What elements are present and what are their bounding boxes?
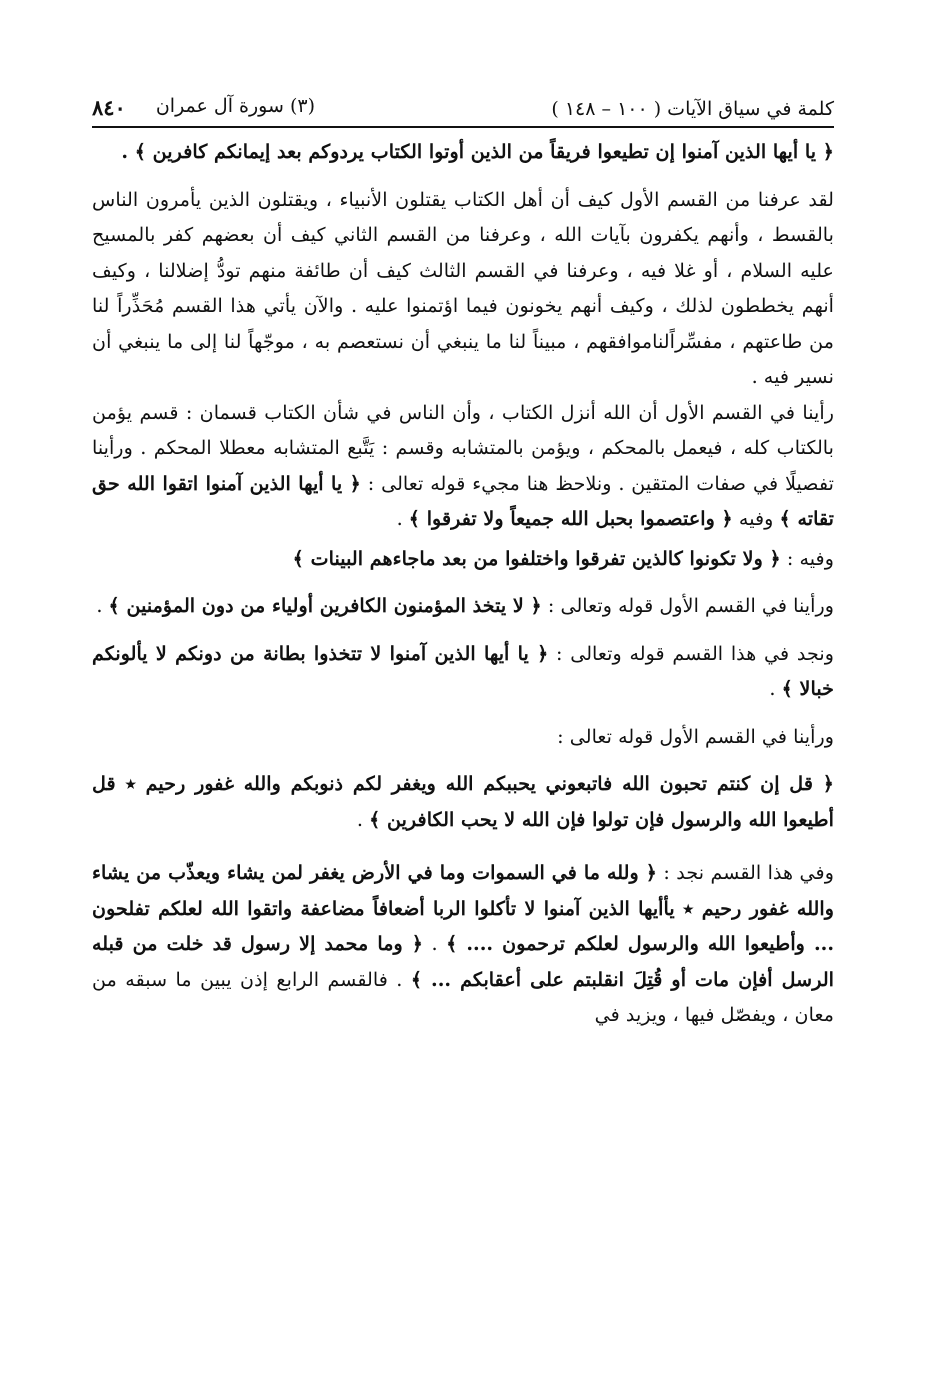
paragraph-6-verse: ﴿ يا أيها الذين آمنوا لا تتخذوا بطانة من دونكم لا يألونكم خبالا ﴾ [92, 641, 834, 700]
paragraph-9-verse-1: ﴿ ولله ما في السموات وما في الأرض يغفر لمن يشاء ويعذّب من يشاء والله غفور رحيم ٭ يأأيها الذين آمنوا لا تأكلوا الربا أضعافاً مضاعفة واتقوا الله لعلكم تفلحون ... وأطيعوا الله والرسول لعلكم ترحمون .... ﴾ [92, 861, 834, 955]
header-left [92, 95, 315, 120]
paragraph-9-lead: وفي هذا القسم نجد : [663, 861, 834, 884]
paragraph-8-end: . [356, 807, 363, 831]
paragraph-9-verse-2: ﴿ وما محمد إلا رسول قد خلت من قبله الرسل أفإن مات أو قُتِلَ انقلبتم على أعقابكم ... ﴾ [92, 932, 834, 991]
paragraph-2: لقد عرفنا من القسم الأول كيف أن أهل الكتاب يقتلون الأنبياء ، ويقتلون الذين يأمرون الناس بالقسط ، وأنهم يكفرون بآيات الله ، وعرفنا من القسم الثاني كيف أن بعضهم كفر بالمسيح عليه السلام ، أو غلا فيه ، وعرفنا في القسم الثالث كيف أن طائفة منهم تودُّ إضلالنا ، وكيف أنهم يخططون لذلك ، وكيف أنهم يخونون فيما اؤتمنوا عليه . والآن يأتي هذا القسم مُحَذِّراً لنا من طاعتهم ، مفسِّراًلناموافقهم ، مبيناً لنا ما ينبغي أن نستعصم به ، موجّهاً لنا إلى ما ينبغي أن نسير فيه . [92, 187, 834, 388]
paragraph-6-end: . [769, 677, 776, 700]
paragraph-7: ورأينا في القسم الأول قوله تعالى : [557, 724, 834, 748]
paragraph-4-verse: ﴿ ولا تكونوا كالذين تفرقوا واختلفوا من بعد ماجاءهم البينات ﴾ [292, 546, 781, 570]
page-number: ٨٤٠ [92, 95, 126, 120]
paragraph-4-lead: وفيه : [786, 546, 834, 570]
paragraph-3-mid: وفيه [738, 507, 774, 530]
paragraph-6 [92, 636, 834, 707]
paragraph-4 [92, 541, 834, 577]
paragraph-3-text: رأينا في القسم الأول أن الله أنزل الكتاب ، وأن الناس في شأن الكتاب قسمان : قسم يؤمن بالكتاب كله ، فيعمل بالمحكم ، ويؤمن بالمتشابه وقسم : يَتَّبع المتشابه معطلا المحكم . ورأينا تفصيلًا في صفات المتقين . ونلاحظ هنا مجيء قوله تعالى : [92, 400, 834, 495]
page-header [92, 80, 834, 128]
paragraph-5-lead: ورأينا في القسم الأول قوله وتعالى : [547, 594, 834, 617]
section-title: كلمة في سياق الآيات ( ١٠٠ – ١٤٨ ) [551, 98, 834, 120]
paragraph-9-end: . فالقسم الرابع إذن يبين ما سبقه من معان ، ويفصّل فيها ، ويزيد في [92, 967, 834, 1026]
chapter-title: (٣) سورة آل عمران [155, 95, 316, 117]
paragraph-5 [92, 588, 834, 624]
paragraph-3-end: . [396, 507, 403, 530]
paragraph-5-end: . [96, 594, 103, 617]
paragraph-6-lead: ونجد في هذا القسم قوله وتعالى : [556, 641, 834, 665]
page [92, 80, 834, 1392]
paragraph-3-verse-1: ﴿ يا أيها الذين آمنوا اتقوا الله حق تقاته ﴾ [92, 471, 834, 530]
paragraph-3 [92, 395, 834, 537]
verse-paragraph-1: ﴿ يا أيها الذين آمنوا إن تطيعوا فريقاً من الذين أوتوا الكتاب يردوكم بعد إيمانكم كافرين ﴾ . [121, 140, 834, 163]
paragraph-9-mid: . [431, 932, 438, 955]
header-right [551, 98, 834, 120]
paragraph-9 [92, 855, 834, 1033]
paragraph-3-verse-2: ﴿ واعتصموا بحبل الله جميعاً ولا تفرقوا ﴾ [408, 507, 733, 530]
paragraph-8-verse: ﴿ قل إن كنتم تحبون الله فاتبعوني يحببكم الله ويغفر لكم ذنوبكم والله غفور رحيم ٭ قل أطيعوا الله والرسول فإن تولوا فإن الله لا يحب الكافرين ﴾ [92, 772, 834, 831]
page-content [92, 134, 834, 1033]
paragraph-8 [92, 766, 834, 837]
paragraph-5-verse: ﴿ لا يتخذ المؤمنون الكافرين أولياء من دون المؤمنين ﴾ [108, 594, 542, 617]
